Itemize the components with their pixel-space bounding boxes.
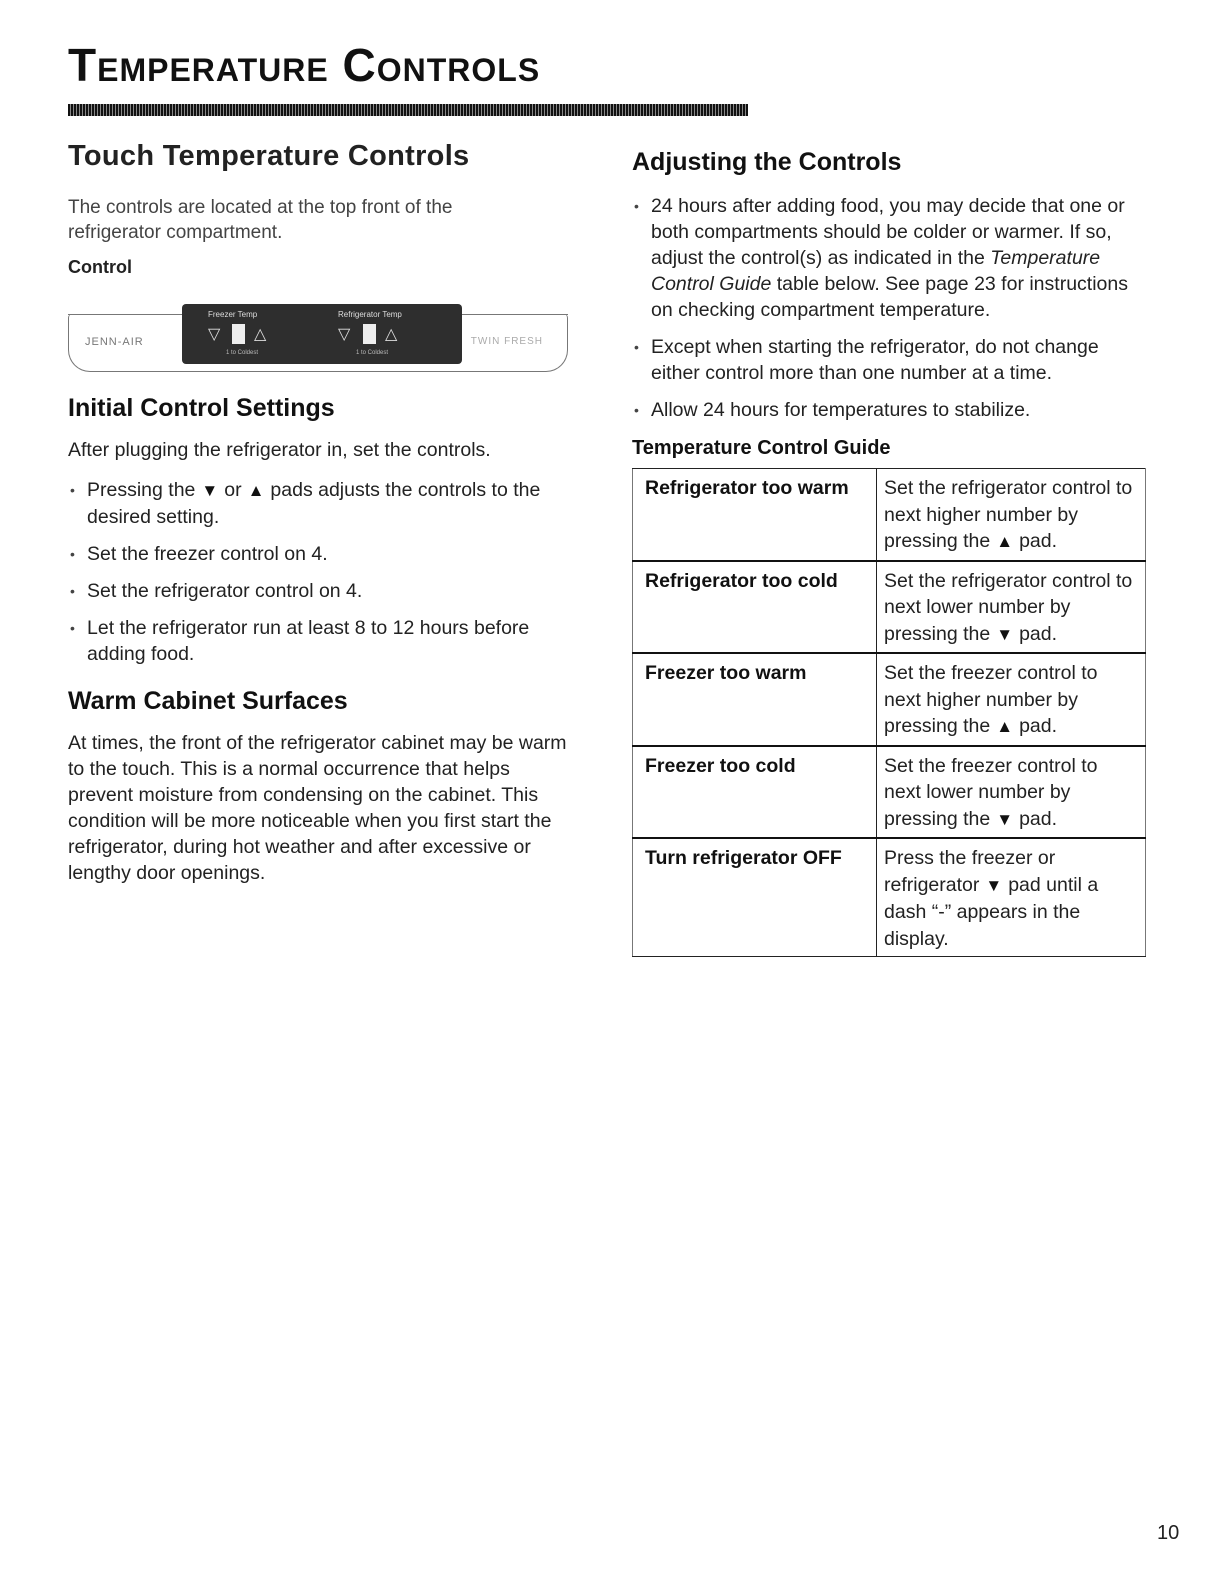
list-item: • 24 hours after adding food, you may decide that one or both compartments should be colder or warmer. If so, adjust the control(s) as indicated in the Temperature Control Guide table below. See page 23 for instructions on checking compartment temperature.: [632, 193, 1152, 323]
condition-cell: Freezer too cold: [633, 746, 877, 839]
control-label: Control: [68, 257, 132, 277]
action-cell: [877, 561, 1146, 654]
table-row: [633, 746, 1146, 839]
action-tail: pad.: [1019, 715, 1058, 737]
refrigerator-down-pad-icon: ▽: [338, 326, 351, 343]
down-arrow-icon: ▼: [985, 875, 1003, 895]
left-column: [68, 140, 588, 886]
initial-settings-heading: Initial Control Settings: [68, 394, 335, 422]
action-cell: [877, 838, 1146, 957]
action-cell: [877, 746, 1146, 839]
table-row: [633, 561, 1146, 654]
condition-cell: Turn refrigerator OFF: [633, 838, 877, 957]
adjusting-list: [632, 193, 1152, 423]
action-tail: pad.: [1019, 807, 1058, 830]
page-number: 10: [1157, 1522, 1180, 1544]
action-cell: [877, 469, 1146, 561]
action-tail: pad.: [1019, 530, 1058, 552]
action-text: Set the freezer control to next lower number by pressing the: [884, 754, 1098, 830]
action-tail: pad until a dash “-” appears in the display.: [884, 873, 1099, 950]
action-text: Set the freezer control to next higher number by pressing the: [884, 662, 1098, 737]
condition-cell: Refrigerator too cold: [633, 561, 877, 654]
list-item: • Pressing the ▼ or ▲ pads adjusts the controls to the desired setting.: [68, 477, 588, 530]
page-title: Temperature Controls: [68, 39, 541, 91]
freezer-down-pad-icon: ▽: [208, 326, 221, 343]
panel-brand-right: TWIN FRESH: [470, 336, 543, 347]
action-text: Set the refrigerator control to next lower number by pressing the: [884, 569, 1133, 645]
warm-surfaces-heading: Warm Cabinet Surfaces: [68, 687, 348, 715]
freezer-foot-label: 1 to Coldest: [226, 350, 259, 356]
action-text: Set the refrigerator control to next higher number by pressing the: [884, 477, 1133, 552]
action-cell: [877, 653, 1146, 746]
right-column: [632, 140, 1152, 957]
adjusting-heading: Adjusting the Controls: [632, 148, 902, 176]
freezer-display-block: [232, 324, 245, 344]
down-arrow-icon: ▼: [201, 481, 219, 500]
guide-title: Temperature Control Guide: [632, 437, 891, 459]
table-row: [633, 469, 1146, 561]
freezer-temp-label: Freezer Temp: [208, 310, 258, 319]
table-row: [633, 653, 1146, 746]
guide-reference: Temperature Control Guide: [651, 247, 1101, 295]
initial-settings-list: [68, 477, 588, 667]
down-arrow-icon: ▼: [996, 624, 1014, 644]
touch-controls-text: The controls are located at the top front of the refrigerator compartment.: [68, 197, 453, 243]
list-item: • Set the freezer control on 4.: [68, 541, 588, 567]
refrigerator-temp-label: Refrigerator Temp: [338, 310, 402, 319]
condition-cell: Freezer too warm: [633, 653, 877, 746]
temperature-control-guide-table: [632, 468, 1146, 957]
up-arrow-icon: ▲: [996, 717, 1014, 736]
list-item: • Allow 24 hours for temperatures to stabilize.: [632, 397, 1152, 423]
up-arrow-icon: ▲: [996, 532, 1014, 551]
touch-controls-heading: Touch Temperature Controls: [68, 140, 470, 172]
panel-brand: JENN-AIR: [85, 336, 144, 348]
title-rule: [68, 104, 748, 116]
list-item: • Set the refrigerator control on 4.: [68, 578, 588, 604]
initial-settings-intro: After plugging the refrigerator in, set the controls.: [68, 439, 491, 461]
down-arrow-icon: ▼: [996, 809, 1014, 829]
list-item: • Let the refrigerator run at least 8 to 12 hours before adding food.: [68, 615, 588, 667]
refrigerator-up-pad-icon: △: [385, 326, 398, 343]
refrigerator-display-block: [363, 324, 376, 344]
panel-display: [182, 304, 462, 364]
control-panel-illustration: [68, 310, 568, 372]
list-item: • Except when starting the refrigerator, do not change either control more than one number at a time.: [632, 334, 1152, 386]
action-text: Press the freezer or refrigerator: [884, 847, 1056, 896]
condition-cell: Refrigerator too warm: [633, 469, 877, 561]
refrigerator-foot-label: 1 to Coldest: [356, 350, 389, 356]
warm-surfaces-text: At times, the front of the refrigerator cabinet may be warm to the touch. This is a normal occurrence that helps prevent moisture from condensing on the cabinet. This condition will be more noticeable when you first start the refrigerator, during hot weather and after excessive or lengthy door openings.: [68, 732, 567, 884]
table-row: [633, 838, 1146, 957]
freezer-up-pad-icon: △: [254, 326, 267, 343]
up-arrow-icon: ▲: [247, 481, 265, 500]
action-tail: pad.: [1019, 622, 1058, 645]
